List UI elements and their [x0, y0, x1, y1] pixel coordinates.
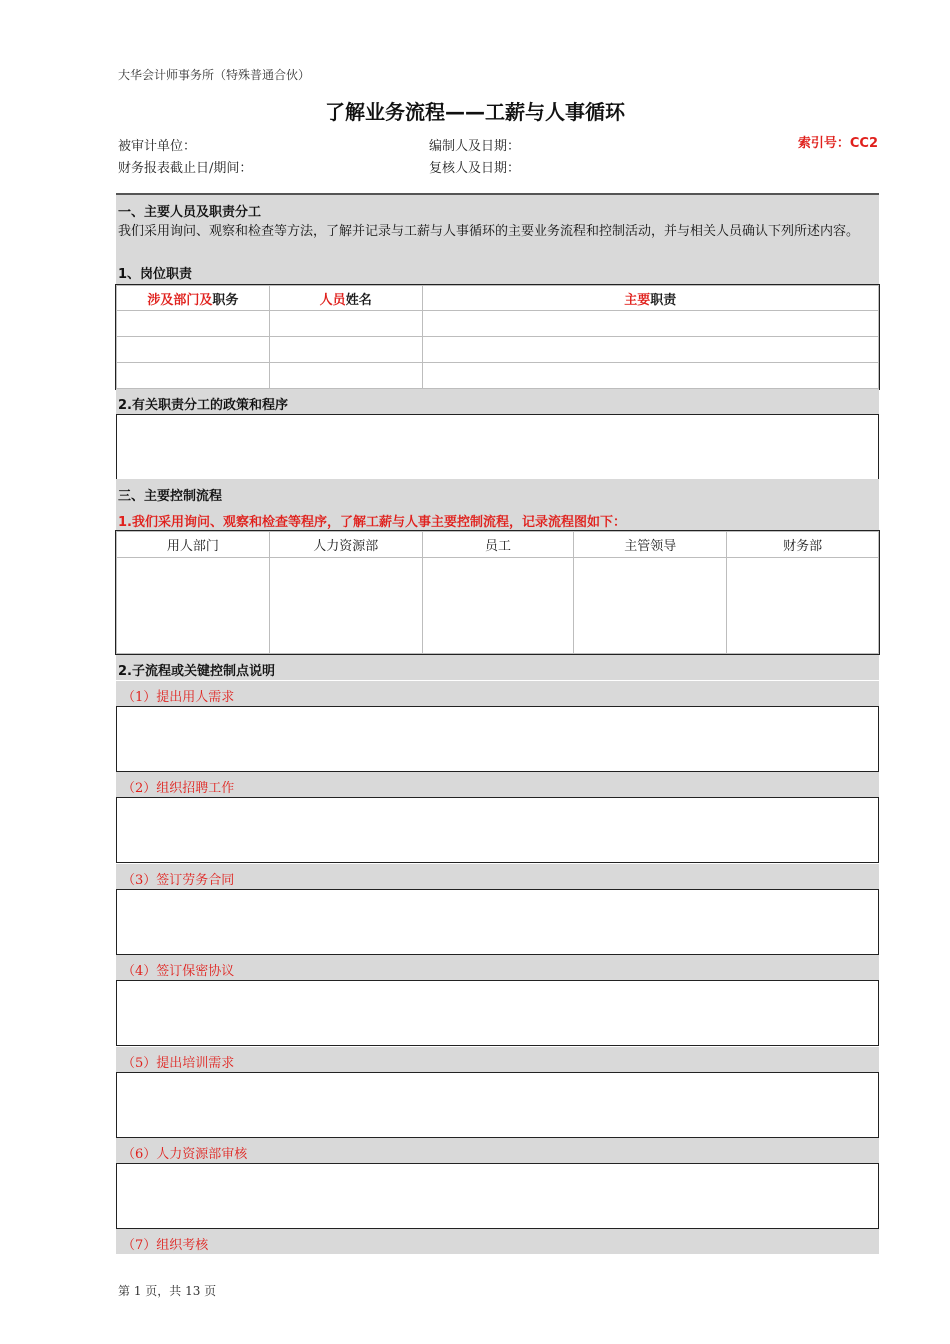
period-label: 财务报表截止日/期间：	[118, 161, 253, 176]
subprocess-subheading-bar	[116, 655, 879, 680]
table-cell[interactable]	[117, 311, 270, 337]
table-cell[interactable]	[422, 337, 878, 363]
policy-subheading-bar	[116, 389, 879, 414]
flow-lane[interactable]	[269, 558, 422, 654]
subprocess-label: （4）签订保密协议	[122, 964, 235, 979]
subprocess-label: （6）人力资源部审核	[122, 1147, 248, 1162]
table-row	[117, 363, 879, 389]
subprocess-input-box[interactable]	[116, 706, 879, 772]
duties-table	[116, 285, 879, 389]
flowchart-header	[117, 532, 879, 558]
subprocess-subheading: 2.子流程或关键控制点说明	[118, 664, 275, 679]
policy-subheading: 2.有关职责分工的政策和程序	[118, 398, 288, 413]
col-header-duties: 主要职责	[422, 286, 878, 311]
subprocess-label-bar	[116, 1047, 879, 1072]
table-row	[117, 337, 879, 363]
subprocess-input-box[interactable]	[116, 889, 879, 955]
subprocess-input-box[interactable]	[116, 980, 879, 1046]
table-cell[interactable]	[269, 363, 422, 389]
flow-col-hiring-dept: 用人部门	[117, 532, 270, 558]
subprocess-label-bar	[116, 864, 879, 889]
flow-col-employee: 员工	[422, 532, 574, 558]
subprocess-label: （5）提出培训需求	[122, 1056, 235, 1071]
table-cell[interactable]	[117, 363, 270, 389]
section3-block	[116, 479, 879, 531]
table-cell[interactable]	[269, 337, 422, 363]
page-title: 了解业务流程——工薪与人事循环	[325, 100, 625, 124]
job-duties-subheading: 1、岗位职责	[118, 267, 193, 282]
duties-table-header	[117, 286, 879, 311]
index-number: 索引号：CC2	[797, 136, 878, 151]
subprocess-input-box[interactable]	[116, 1072, 879, 1138]
subprocess-label: （1）提出用人需求	[122, 690, 235, 705]
table-cell[interactable]	[117, 337, 270, 363]
flowchart-body	[117, 558, 879, 654]
policy-input-box[interactable]	[116, 414, 879, 480]
section3-heading: 三、主要控制流程	[118, 489, 223, 504]
flow-col-supervisor: 主管领导	[574, 532, 727, 558]
flow-lane[interactable]	[117, 558, 270, 654]
flow-lane[interactable]	[422, 558, 574, 654]
flowchart-table	[116, 531, 879, 654]
table-row	[117, 311, 879, 337]
reviewer-label: 复核人及日期：	[429, 161, 521, 176]
section1-intro: 我们采用询问、观察和检查等方法，了解并记录与工薪与人事循环的主要业务流程和控制活动，并与相关人员确认下列所述内容。	[118, 224, 860, 239]
table-cell[interactable]	[422, 311, 878, 337]
subprocess-label-bar	[116, 1138, 879, 1163]
subprocess-label-bar	[116, 681, 879, 706]
subprocess-label-bar	[116, 955, 879, 980]
flow-col-hr: 人力资源部	[269, 532, 422, 558]
subprocess-label-bar	[116, 1229, 879, 1254]
subprocess-label-bar	[116, 772, 879, 797]
col-header-name: 人员姓名	[269, 286, 422, 311]
col-header-department: 涉及部门及职务	[117, 286, 270, 311]
section1-heading: 一、主要人员及职责分工	[118, 205, 262, 220]
flow-lane[interactable]	[574, 558, 727, 654]
flowchart-note: 1.我们采用询问、观察和检查等程序，了解工薪与人事主要控制流程，记录流程图如下：	[118, 515, 626, 530]
audited-unit-label: 被审计单位：	[118, 139, 197, 154]
section1-block	[116, 195, 879, 285]
flow-lane[interactable]	[727, 558, 879, 654]
table-cell[interactable]	[422, 363, 878, 389]
subprocess-label: （3）签订劳务合同	[122, 873, 235, 888]
firm-name: 大华会计师事务所（特殊普通合伙）	[118, 68, 311, 82]
preparer-label: 编制人及日期：	[429, 139, 521, 154]
subprocess-input-box[interactable]	[116, 1163, 879, 1229]
page-number: 第 1 页，共 13 页	[118, 1284, 217, 1298]
table-cell[interactable]	[269, 311, 422, 337]
subprocess-input-box[interactable]	[116, 797, 879, 863]
subprocess-label: （7）组织考核	[122, 1238, 209, 1253]
subprocess-label: （2）组织招聘工作	[122, 781, 235, 796]
flow-col-finance: 财务部	[727, 532, 879, 558]
